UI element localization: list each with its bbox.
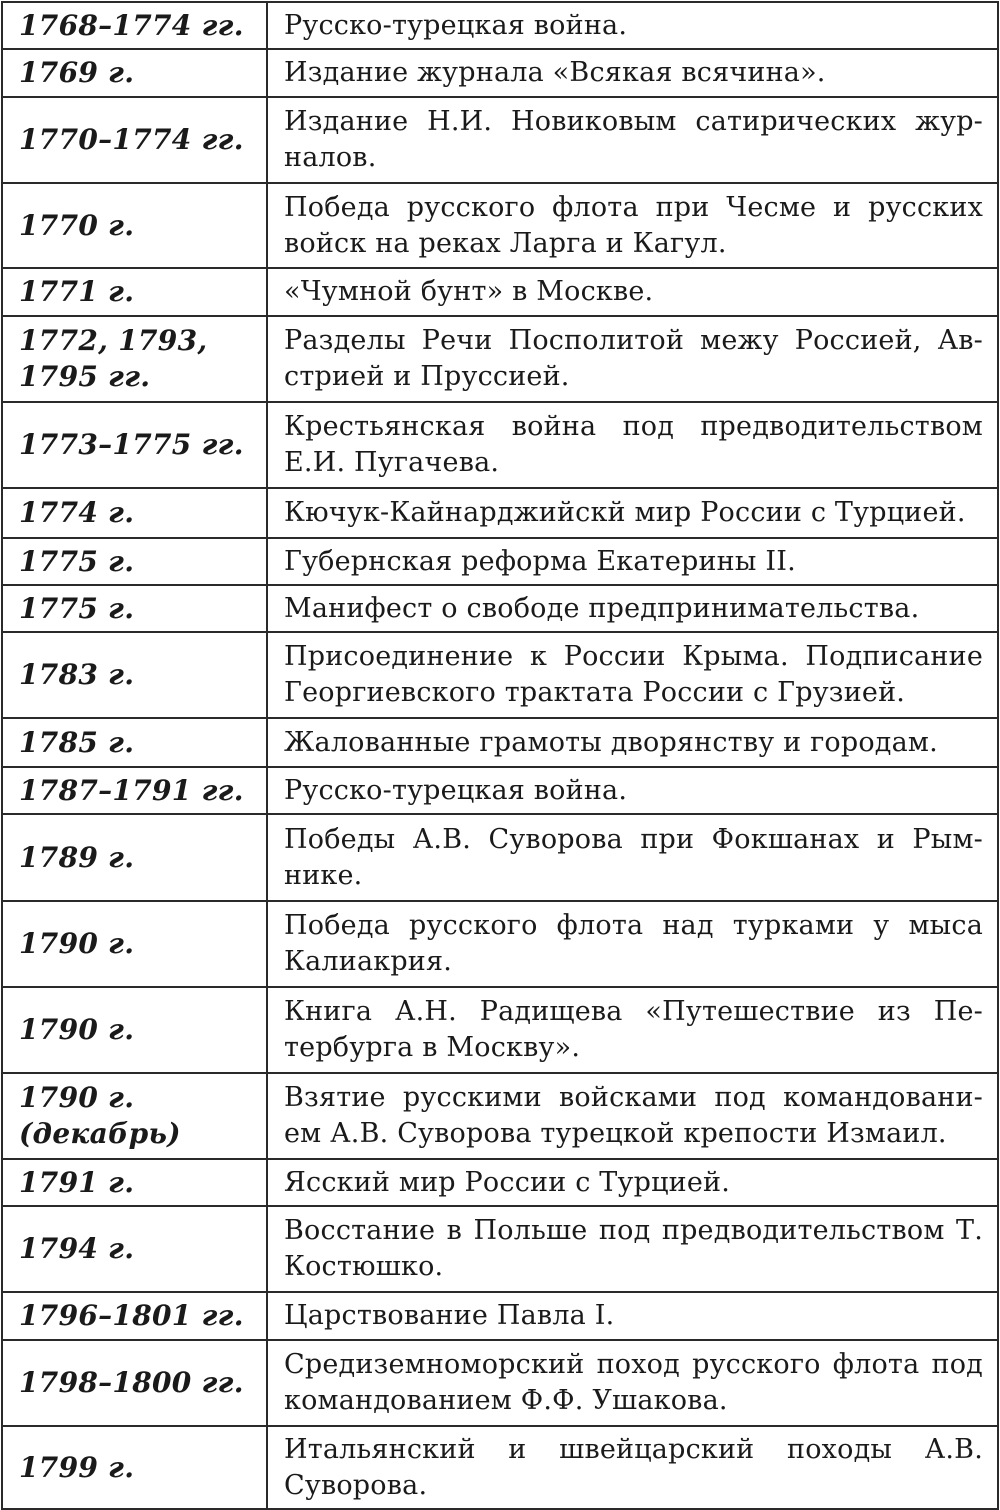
event-cell: Жалованные грамоты дворянству и городам. bbox=[267, 718, 998, 767]
table-row bbox=[2, 402, 998, 488]
date-cell: 1772, 1793, 1795 гг. bbox=[2, 316, 267, 402]
table-row bbox=[2, 632, 998, 718]
date-cell: 1790 г. bbox=[2, 987, 267, 1073]
table-row bbox=[2, 1206, 998, 1292]
date-cell: 1799 г. bbox=[2, 1426, 267, 1509]
event-cell: Русско-турецкая война. bbox=[267, 2, 998, 49]
table-row bbox=[2, 1292, 998, 1340]
table-row bbox=[2, 814, 998, 901]
event-cell: Победа русского флота над турками у мыса Калиакрия. bbox=[267, 901, 998, 987]
event-cell: Разделы Речи Посполитой межу Россией, Ав-стрией и Пруссией. bbox=[267, 316, 998, 402]
table-row bbox=[2, 316, 998, 402]
event-cell: Царствование Павла I. bbox=[267, 1292, 998, 1340]
date-cell: 1796–1801 гг. bbox=[2, 1292, 267, 1340]
event-cell: Манифест о свободе предпринимательства. bbox=[267, 585, 998, 632]
date-cell: 1798–1800 гг. bbox=[2, 1340, 267, 1426]
chronology-table-body bbox=[2, 2, 998, 1509]
event-cell: Ясский мир России с Турцией. bbox=[267, 1159, 998, 1206]
event-cell: Книга А.Н. Радищева «Путешествие из Пе-тербурга в Москву». bbox=[267, 987, 998, 1073]
table-row bbox=[2, 1073, 998, 1159]
date-cell: 1783 г. bbox=[2, 632, 267, 718]
event-cell: Крестьянская война под предводительством Е.И. Пугачева. bbox=[267, 402, 998, 488]
date-cell: 1789 г. bbox=[2, 814, 267, 901]
event-cell: Взятие русскими войсками под командовани-ем А.В. Суворова турецкой крепости Измаил. bbox=[267, 1073, 998, 1159]
date-cell: 1770 г. bbox=[2, 183, 267, 268]
event-cell: Итальянский и швейцарский походы А.В. Суворова. bbox=[267, 1426, 998, 1509]
event-cell: Кючук-Кайнарджийскй мир России с Турцией. bbox=[267, 488, 998, 538]
date-cell: 1775 г. bbox=[2, 585, 267, 632]
date-cell: 1769 г. bbox=[2, 49, 267, 97]
date-cell: 1794 г. bbox=[2, 1206, 267, 1292]
date-cell: 1785 г. bbox=[2, 718, 267, 767]
event-cell: Средиземноморский поход русского флота под командованием Ф.Ф. Ушакова. bbox=[267, 1340, 998, 1426]
table-row bbox=[2, 268, 998, 316]
date-cell: 1787–1791 гг. bbox=[2, 767, 267, 814]
table-row bbox=[2, 901, 998, 987]
event-cell: Победа русского флота при Чесме и русских войск на реках Ларга и Кагул. bbox=[267, 183, 998, 268]
date-cell: 1768–1774 гг. bbox=[2, 2, 267, 49]
date-cell: 1773–1775 гг. bbox=[2, 402, 267, 488]
date-cell: 1775 г. bbox=[2, 538, 267, 585]
event-cell: «Чумной бунт» в Москве. bbox=[267, 268, 998, 316]
date-cell: 1774 г. bbox=[2, 488, 267, 538]
table-row bbox=[2, 538, 998, 585]
table-row bbox=[2, 718, 998, 767]
table-row bbox=[2, 97, 998, 183]
date-cell: 1790 г. bbox=[2, 901, 267, 987]
table-row bbox=[2, 1159, 998, 1206]
table-row bbox=[2, 585, 998, 632]
table-row bbox=[2, 1340, 998, 1426]
table-row bbox=[2, 987, 998, 1073]
table-row bbox=[2, 767, 998, 814]
event-cell: Издание Н.И. Новиковым сатирических жур-налов. bbox=[267, 97, 998, 183]
event-cell: Победы А.В. Суворова при Фокшанах и Рым-нике. bbox=[267, 814, 998, 901]
event-cell: Издание журнала «Всякая всячина». bbox=[267, 49, 998, 97]
chronology-table bbox=[1, 1, 999, 1510]
table-row bbox=[2, 2, 998, 49]
date-cell: 1771 г. bbox=[2, 268, 267, 316]
table-row bbox=[2, 1426, 998, 1509]
event-cell: Присоединение к России Крыма. Подписание Георгиевского трактата России с Грузией. bbox=[267, 632, 998, 718]
table-row bbox=[2, 183, 998, 268]
event-cell: Русско-турецкая война. bbox=[267, 767, 998, 814]
date-cell: 1790 г. (декабрь) bbox=[2, 1073, 267, 1159]
table-row bbox=[2, 488, 998, 538]
date-cell: 1791 г. bbox=[2, 1159, 267, 1206]
date-cell: 1770–1774 гг. bbox=[2, 97, 267, 183]
event-cell: Губернская реформа Екатерины II. bbox=[267, 538, 998, 585]
table-row bbox=[2, 49, 998, 97]
event-cell: Восстание в Польше под предводительством Т. Костюшко. bbox=[267, 1206, 998, 1292]
